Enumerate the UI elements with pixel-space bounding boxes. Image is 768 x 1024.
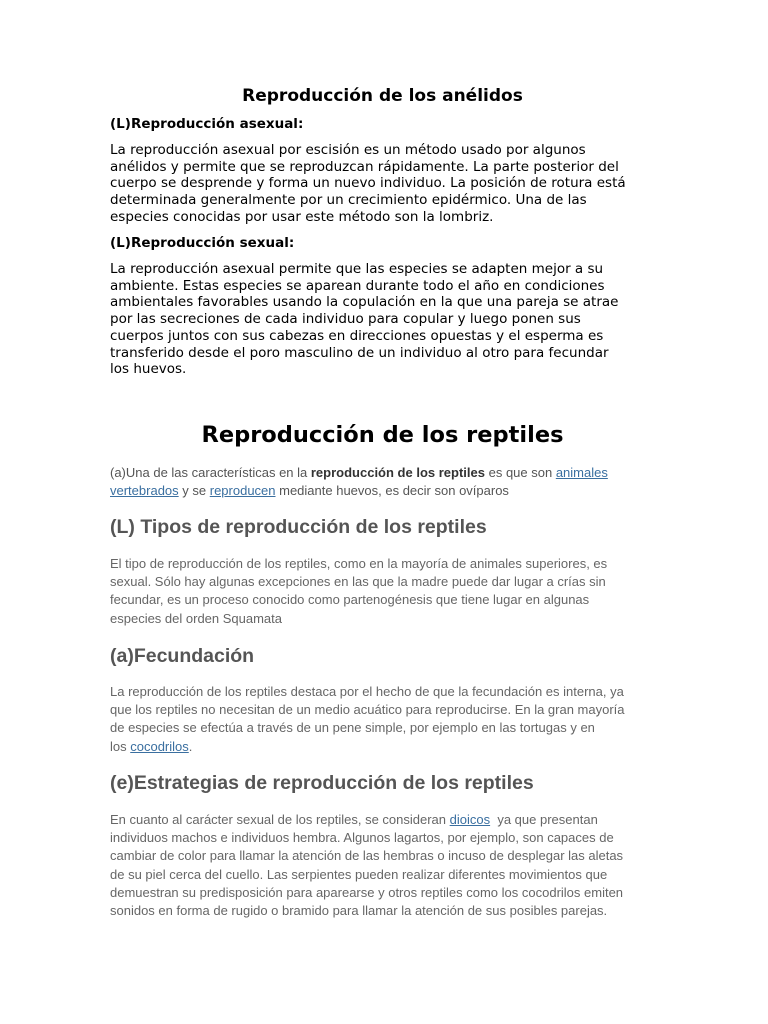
text-line: cuerpos juntos con sus cabezas en direcciones opuestas y el esperma es (110, 327, 604, 344)
text-line: cuerpo se desprende y forma un nuevo individuo. La posición de rotura está (110, 175, 626, 192)
tipos-heading: (L) Tipos de reproducción de los reptiles (110, 516, 487, 538)
sexual-paragraph (110, 261, 658, 378)
sexual-heading: (L)Reproducción sexual: (110, 235, 295, 251)
text-line: La reproducción de los reptiles destaca por el hecho de que la fecundación es interna, ya (110, 684, 624, 699)
animales-vertebrados-link[interactable]: animales (555, 465, 608, 480)
intro-mid2: y se (178, 483, 210, 498)
text-line: determinada generalmente por un crecimiento epidérmico. Una de las (110, 192, 587, 209)
text-line: anélidos y permite que se reproduzcan rápidamente. La parte posterior del (110, 158, 619, 175)
text-line (110, 738, 655, 756)
asexual-paragraph (110, 142, 658, 226)
dioicos-link[interactable]: dioicos (449, 812, 491, 827)
text-line: que los reptiles no necesitan de un medio acuático para reproducirse. En la gran mayoría (110, 702, 625, 718)
text-line: los huevos. (110, 361, 187, 378)
intro-suffix: mediante huevos, es decir son ovíparos (275, 483, 509, 498)
text-line: La reproducción asexual permite que las especies se adapten mejor a su (110, 261, 604, 277)
text-line: demuestran su predisposición para aparearse y otros reptiles como los cocodrilos emiten (110, 884, 624, 900)
text-line: sonidos en forma de rugido o bramido para llamar la atención de sus posibles parejas. (110, 903, 608, 919)
intro-bold: reproducción de los reptiles (310, 465, 485, 480)
text-line: La reproducción asexual por escisión es un método usado por algunos (110, 142, 586, 158)
cocodrilos-link[interactable]: cocodrilos (130, 738, 189, 754)
estrategias-paragraph (110, 811, 655, 920)
fecundacion-paragraph (110, 683, 655, 756)
estrategias-first-prefix: En cuanto al carácter sexual de los reptiles, se consideran (110, 812, 450, 827)
intro-prefix: (a)Una de las características en la (110, 465, 311, 480)
anelidos-title: Reproducción de los anélidos (242, 86, 523, 106)
text-line: individuos machos e individuos hembra. Algunos lagartos, por ejemplo, son capaces de (110, 830, 614, 846)
tipos-paragraph (110, 555, 655, 628)
text-line: ambientales favorables usando la copulación en la que una pareja se atrae (110, 294, 619, 311)
reptiles-intro (110, 464, 655, 500)
text-line: especies conocidas por usar este método son la lombriz. (110, 208, 494, 225)
text-line (110, 482, 655, 500)
text-line: de su piel cerca del cuello. Las serpientes pueden realizar diferentes movimientos que (110, 866, 608, 882)
asexual-heading: (L)Reproducción asexual: (110, 116, 304, 132)
intro-mid: es que son (484, 465, 556, 480)
text-line: transferido desde el poro masculino de un individuo al otro para fecundar (110, 344, 609, 361)
text-line: especies del orden Squamata (110, 610, 283, 626)
fecundacion-heading: (a)Fecundación (110, 645, 255, 667)
text-line (110, 464, 655, 482)
text-line: de especies se efectúa a través de un pene simple, por ejemplo en las tortugas y en (110, 720, 595, 736)
reproducen-link[interactable]: reproducen (209, 483, 276, 498)
text-line: por las secreciones de cada individuo para copular y luego ponen sus (110, 311, 581, 328)
estrategias-heading: (e)Estrategias de reproducción de los reptiles (110, 772, 534, 794)
estrategias-first-suffix: ya que presentan (490, 812, 598, 827)
fecundacion-last-prefix: los (110, 738, 131, 754)
text-line: fecundar, es un proceso conocido como partenogénesis que tiene lugar en algunas (110, 592, 590, 608)
text-line: ambiente. Estas especies se aparean durante todo el año en condiciones (110, 277, 605, 294)
reptiles-title: Reproducción de los reptiles (201, 422, 564, 448)
animales-vertebrados-link[interactable]: vertebrados (110, 483, 179, 498)
text-line: El tipo de reproducción de los reptiles, como en la mayoría de animales superiores, es (110, 556, 608, 571)
text-line (110, 811, 655, 829)
text-line: cambiar de color para llamar la atención de las hembras o incuso de desplegar las aletas (110, 848, 624, 864)
fecundacion-last-suffix: . (188, 738, 193, 754)
text-line: sexual. Sólo hay algunas excepciones en las que la madre puede dar lugar a crías sin (110, 574, 606, 590)
